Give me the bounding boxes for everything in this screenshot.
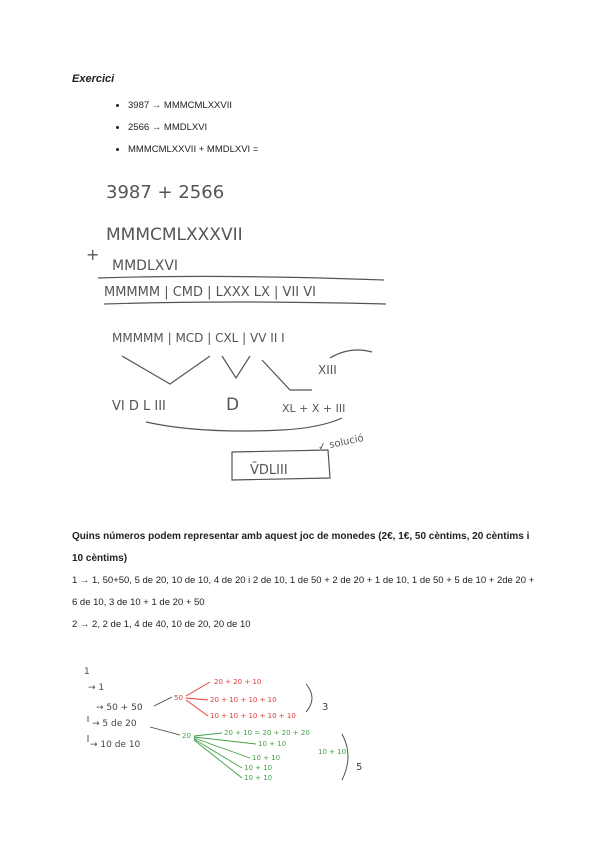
hw2-five-of-twenty: → 5 de 20 [92, 719, 137, 729]
hw-row5c: XL + X + III [282, 402, 346, 415]
hw2-green-6: 10 + 10 [244, 774, 273, 782]
exercise-heading: Exercici [72, 73, 115, 85]
hw2-green-5: 10 + 10 [244, 764, 273, 772]
hw2-count-red: 3 [322, 702, 329, 713]
hw2-ten-of-ten: → 10 de 10 [90, 740, 141, 750]
hw-result: V̄DLIII [250, 463, 288, 478]
hw2-green-4: 10 + 10 [252, 754, 281, 762]
list-item: • 3987 → MMMCMLXXVII [128, 95, 258, 117]
answer-two: 2 → 2, 2 de 1, 4 de 40, 10 de 20, 20 de 10 [72, 619, 251, 630]
hw2-arrow-one: → 1 [88, 683, 105, 693]
hw2-twenty: 20 [182, 732, 191, 740]
hw2-one: 1 [84, 667, 90, 677]
coins-question: Quins números podem representar amb aquest joc de monedes (2€, 1€, 50 cèntims, 20 cèntims i 10 cèntims) [72, 531, 530, 564]
hw-sum: 3987 + 2566 [106, 182, 225, 203]
hw2-count-green: 5 [356, 762, 363, 773]
list-item: • MMMCMLXXVII + MMDLXVI = [128, 139, 258, 161]
red-branches [186, 682, 210, 716]
hw-row3: MMMMM | CMD | LXXX LX | VII VI [104, 285, 316, 300]
hw-row2: MMDLXVI [112, 258, 179, 274]
hw2-red-3: 10 + 10 + 10 + 10 + 10 [210, 712, 296, 720]
hw-solution-note: ✓ solució [317, 432, 365, 454]
brace-red [306, 684, 312, 712]
brace-green [342, 734, 348, 780]
hw2-green-1: 20 + 10 = 20 + 20 + 20 [224, 729, 310, 737]
arrow-to-twenty [150, 727, 180, 735]
hw-row5a: VI D L III [112, 399, 166, 414]
hw-row5b: D [226, 395, 240, 415]
hw-row4: MMMMM | MCD | CXL | VV II I [112, 331, 285, 345]
hw2-fifty-fifty: → 50 + 50 [96, 703, 143, 713]
hw2-red-1: 20 + 20 + 10 [214, 678, 262, 686]
answer-one: 1 → 1, 50+50, 5 de 20, 10 de 10, 4 de 20 i 2 de 10, 1 de 50 + 2 de 20 + 1 de 10, 1 de 50 + 5 de 10 + 2de 20 + 6 de 10, 3 de 10 + 1 de 20 + 50 [72, 575, 535, 608]
arrow-to-fifty [154, 697, 172, 706]
hw2-red-2: 20 + 10 + 10 + 10 [210, 696, 277, 704]
hw-row1: MMMCMLXXXVII [106, 225, 243, 245]
list-item: • 2566 → MMDLXVI [128, 117, 258, 139]
hw2-fifty: 50 [174, 694, 183, 702]
hw-plus: + [86, 245, 100, 264]
hw-xiii: XIII [318, 363, 337, 377]
hw2-green-2: 10 + 10 [258, 740, 287, 748]
hw2-green-3: 10 + 10 [318, 748, 347, 756]
